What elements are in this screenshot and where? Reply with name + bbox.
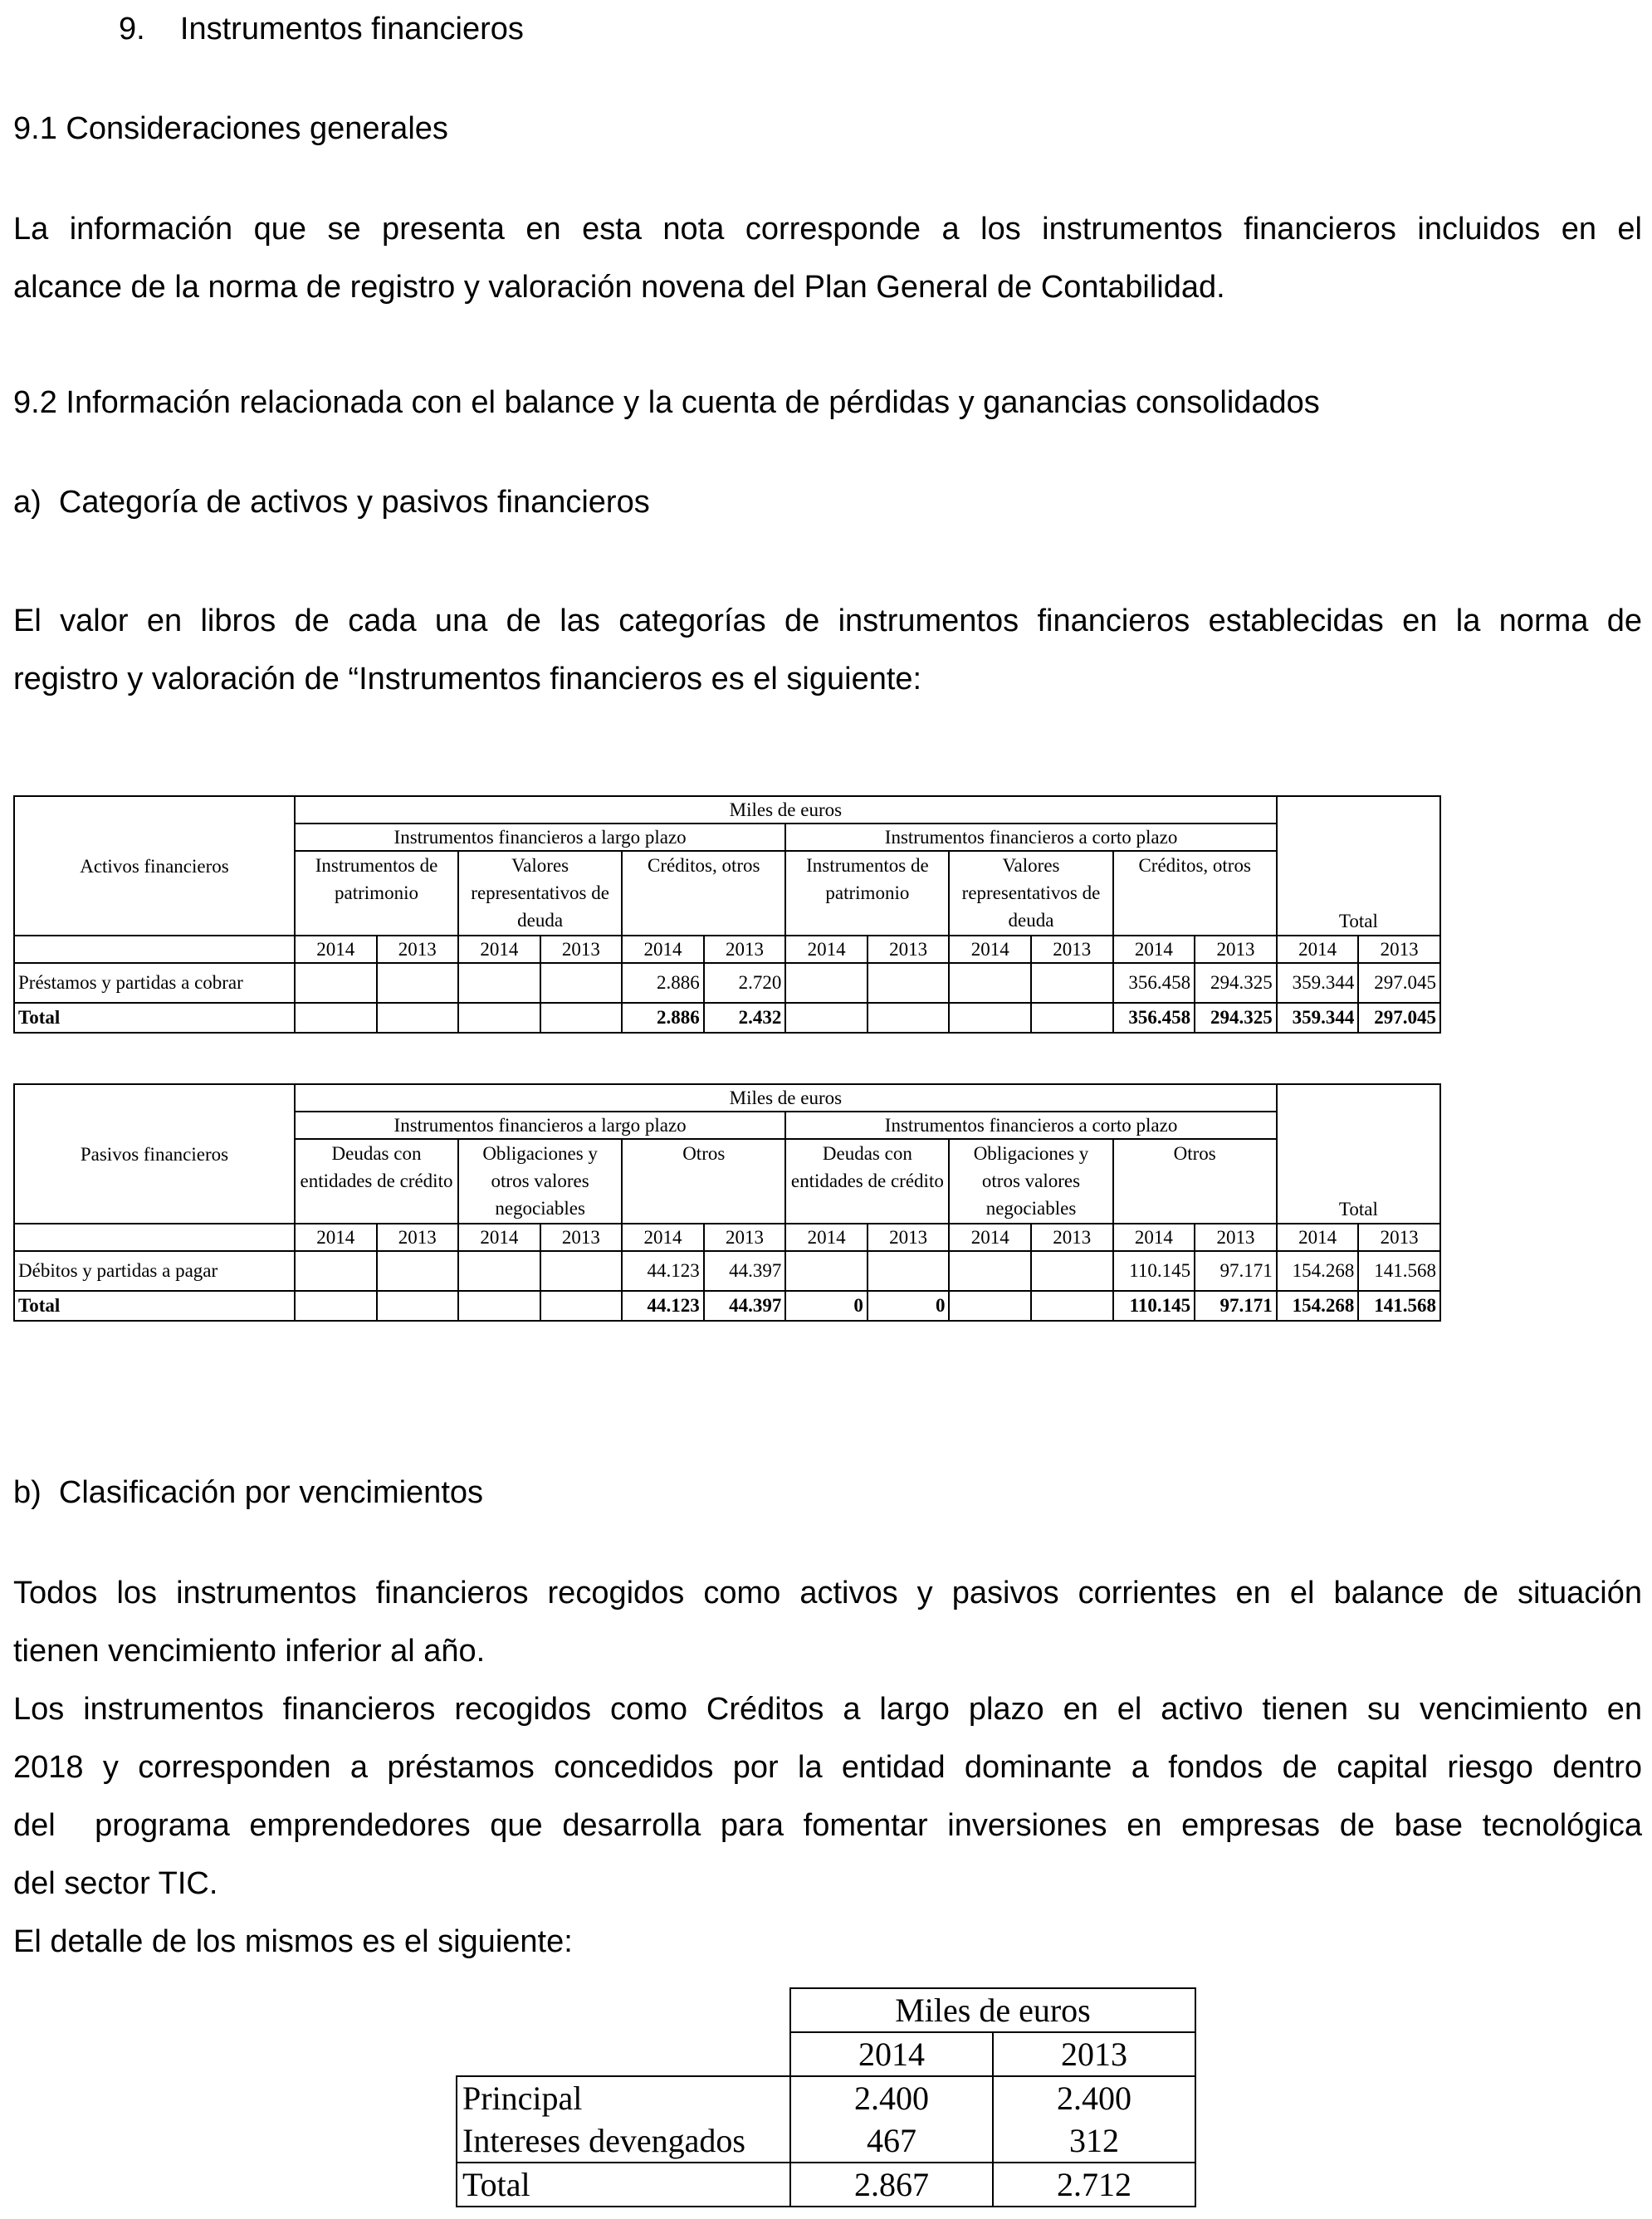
- table-cell: 141.568: [1358, 1291, 1440, 1321]
- table-cell: [949, 1251, 1031, 1291]
- table-cell: 2.712: [993, 2163, 1195, 2207]
- unit-header: Miles de euros: [295, 1084, 1277, 1112]
- long-term-header: Instrumentos financieros a largo plazo: [295, 1112, 785, 1139]
- paragraph-line: tienen vencimiento inferior al año.: [13, 1634, 486, 1669]
- table-cell: [949, 1291, 1031, 1321]
- year-header: 2013: [377, 936, 459, 963]
- year-header: 2013: [868, 936, 950, 963]
- year-header: 2013: [377, 1224, 459, 1251]
- row-label: Débitos y partidas a pagar: [14, 1251, 295, 1291]
- unit-header: Miles de euros: [295, 796, 1277, 824]
- year-header: 2014: [295, 1224, 377, 1251]
- table-row-total: [457, 2163, 1195, 2207]
- table-cell: [458, 1003, 540, 1033]
- table-cell: [785, 963, 868, 1003]
- year-header: 2014: [785, 1224, 868, 1251]
- table-row-total: [14, 1003, 1440, 1033]
- subsection-9-2-title: 9.2 Información relacionada con el balance y la cuenta de pérdidas y ganancias consolidados: [13, 385, 1320, 420]
- table-cell: [377, 1251, 459, 1291]
- table-cell: [458, 1291, 540, 1321]
- table-cell: 44.123: [622, 1251, 704, 1291]
- year-header: 2014: [949, 936, 1031, 963]
- year-header: 2014: [1113, 936, 1195, 963]
- year-header: 2014: [949, 1224, 1031, 1251]
- header-row-unit: [14, 1084, 1440, 1112]
- table-cell: [458, 963, 540, 1003]
- paragraph-line: del sector TIC.: [13, 1866, 218, 1901]
- loan-detail-table: [456, 1987, 1196, 2207]
- col-header-valores-lp: Valores representativos de deuda: [458, 851, 622, 936]
- table-cell: [295, 1251, 377, 1291]
- section-title: 9. Instrumentos financieros: [119, 12, 524, 46]
- table-cell: 154.268: [1277, 1251, 1359, 1291]
- col-header-obligaciones-cp: Obligaciones y otros valores negociables: [949, 1139, 1112, 1224]
- table-cell: 356.458: [1113, 963, 1195, 1003]
- table-cell: 2.867: [790, 2163, 993, 2207]
- row-label: Total: [14, 1291, 295, 1321]
- total-header: Total: [1277, 796, 1440, 936]
- header-row-years: [14, 936, 1440, 963]
- col-header-otros-cp: Otros: [1113, 1139, 1277, 1224]
- table-cell: 297.045: [1358, 1003, 1440, 1033]
- row-label: Principal: [457, 2076, 790, 2119]
- table-cell: 312: [993, 2119, 1195, 2163]
- year-header: 2013: [1031, 1224, 1113, 1251]
- table-cell: 294.325: [1195, 963, 1277, 1003]
- table-cell: 110.145: [1113, 1291, 1195, 1321]
- table-cell: [868, 1251, 950, 1291]
- table-cell: [868, 1003, 950, 1033]
- year-header: 2014: [1113, 1224, 1195, 1251]
- table-cell: 359.344: [1277, 963, 1359, 1003]
- row-label: Préstamos y partidas a cobrar: [14, 963, 295, 1003]
- financial-assets-table: [13, 795, 1441, 1034]
- table-cell: 356.458: [1113, 1003, 1195, 1033]
- table-cell: 294.325: [1195, 1003, 1277, 1033]
- paragraph-line: del programa emprendedores que desarrolla para fomentar inversiones en empresas de base tecnológica: [13, 1808, 1642, 1843]
- year-header: 2013: [993, 2032, 1195, 2076]
- table-cell: 154.268: [1277, 1291, 1359, 1321]
- paragraph-line: La información que se presenta en esta nota corresponde a los instrumentos financieros incluidos en el: [13, 212, 1642, 247]
- col-header-patrimonio-lp: Instrumentos de patrimonio: [295, 851, 458, 936]
- col-header-deudas-lp: Deudas con entidades de crédito: [295, 1139, 458, 1224]
- table-row: [14, 1251, 1440, 1291]
- paragraph-general-considerations: [13, 200, 1642, 316]
- table-cell: 2.400: [790, 2076, 993, 2119]
- header-row-unit: [14, 796, 1440, 824]
- table-cell: [295, 1003, 377, 1033]
- row-label: Total: [14, 1003, 295, 1033]
- table-cell: 44.397: [704, 1251, 786, 1291]
- row-header-cell: Pasivos financieros: [14, 1084, 295, 1224]
- col-header-deudas-cp: Deudas con entidades de crédito: [785, 1139, 949, 1224]
- table-cell: 297.045: [1358, 963, 1440, 1003]
- row-header-spacer: [14, 1224, 295, 1251]
- table-row: [457, 2076, 1195, 2119]
- paragraph-maturities: [13, 1564, 1642, 1971]
- heading-a-categories: a) Categoría de activos y pasivos financieros: [13, 485, 650, 520]
- table-cell: [458, 1251, 540, 1291]
- year-header: 2014: [622, 1224, 704, 1251]
- year-header: 2013: [868, 1224, 950, 1251]
- year-header: 2013: [704, 1224, 786, 1251]
- col-header-creditos-cp: Créditos, otros: [1113, 851, 1277, 936]
- row-label: Intereses devengados: [457, 2119, 790, 2163]
- subsection-9-1-title: 9.1 Consideraciones generales: [13, 111, 448, 146]
- table-cell: 44.397: [704, 1291, 786, 1321]
- table-cell: 0: [868, 1291, 950, 1321]
- year-header: 2014: [458, 1224, 540, 1251]
- header-row-years: [14, 1224, 1440, 1251]
- total-header: Total: [1277, 1084, 1440, 1224]
- table-cell: 359.344: [1277, 1003, 1359, 1033]
- year-header: 2014: [1277, 936, 1359, 963]
- year-header: 2014: [458, 936, 540, 963]
- table-cell: [1031, 963, 1113, 1003]
- table-cell: [295, 1291, 377, 1321]
- row-header-cell: Activos financieros: [14, 796, 295, 936]
- table-cell: 141.568: [1358, 1251, 1440, 1291]
- paragraph-book-value: [13, 592, 1642, 708]
- table-cell: [540, 1003, 623, 1033]
- col-header-creditos-lp: Créditos, otros: [622, 851, 785, 936]
- table-cell: 0: [785, 1291, 868, 1321]
- year-header: 2014: [785, 936, 868, 963]
- table-cell: 97.171: [1195, 1291, 1277, 1321]
- table-cell: [868, 963, 950, 1003]
- table-cell: 2.432: [704, 1003, 786, 1033]
- table-cell: 2.720: [704, 963, 786, 1003]
- financial-liabilities-table: [13, 1083, 1441, 1322]
- table-cell: [540, 1291, 623, 1321]
- table-cell: [540, 963, 623, 1003]
- col-header-patrimonio-cp: Instrumentos de patrimonio: [785, 851, 949, 936]
- table-cell: [540, 1251, 623, 1291]
- paragraph-line: Los instrumentos financieros recogidos como Créditos a largo plazo en el activo tienen su vencimiento en: [13, 1692, 1642, 1727]
- long-term-header: Instrumentos financieros a largo plazo: [295, 824, 785, 851]
- paragraph-line: El valor en libros de cada una de las categorías de instrumentos financieros establecidas en la norma de: [13, 604, 1642, 638]
- paragraph-line: El detalle de los mismos es el siguiente:: [13, 1924, 573, 1959]
- table-cell: 467: [790, 2119, 993, 2163]
- table-cell: [377, 1003, 459, 1033]
- year-header: 2013: [540, 936, 623, 963]
- year-header: 2013: [540, 1224, 623, 1251]
- short-term-header: Instrumentos financieros a corto plazo: [785, 824, 1276, 851]
- col-header-otros-lp: Otros: [622, 1139, 785, 1224]
- unit-header: Miles de euros: [790, 1988, 1195, 2032]
- header-row-years: [457, 2032, 1195, 2076]
- table-cell: 2.886: [622, 963, 704, 1003]
- table-cell: [295, 963, 377, 1003]
- empty-corner: [457, 2032, 790, 2076]
- table-cell: [1031, 1003, 1113, 1033]
- heading-b-maturities: b) Clasificación por vencimientos: [13, 1475, 484, 1510]
- short-term-header: Instrumentos financieros a corto plazo: [785, 1112, 1276, 1139]
- table-cell: [1031, 1291, 1113, 1321]
- table-cell: 2.886: [622, 1003, 704, 1033]
- header-row-unit: [457, 1988, 1195, 2032]
- table-row-total: [14, 1291, 1440, 1321]
- year-header: 2013: [1358, 1224, 1440, 1251]
- table-cell: 44.123: [622, 1291, 704, 1321]
- table-cell: [1031, 1251, 1113, 1291]
- year-header: 2013: [704, 936, 786, 963]
- col-header-obligaciones-lp: Obligaciones y otros valores negociables: [458, 1139, 622, 1224]
- year-header: 2014: [790, 2032, 993, 2076]
- empty-corner: [457, 1988, 790, 2032]
- year-header: 2013: [1358, 936, 1440, 963]
- col-header-valores-cp: Valores representativos de deuda: [949, 851, 1112, 936]
- paragraph-line: registro y valoración de “Instrumentos financieros es el siguiente:: [13, 662, 922, 696]
- year-header: 2014: [1277, 1224, 1359, 1251]
- table-cell: [785, 1003, 868, 1033]
- table-cell: [785, 1251, 868, 1291]
- year-header: 2014: [295, 936, 377, 963]
- table-cell: 2.400: [993, 2076, 1195, 2119]
- year-header: 2014: [622, 936, 704, 963]
- paragraph-line: 2018 y corresponden a préstamos concedidos por la entidad dominante a fondos de capital riesgo dentro: [13, 1750, 1642, 1785]
- table-cell: [949, 963, 1031, 1003]
- row-label: Total: [457, 2163, 790, 2207]
- paragraph-line: Todos los instrumentos financieros recogidos como activos y pasivos corrientes en el balance de situación: [13, 1576, 1642, 1610]
- table-cell: 110.145: [1113, 1251, 1195, 1291]
- paragraph-line: alcance de la norma de registro y valoración novena del Plan General de Contabilidad.: [13, 270, 1225, 305]
- year-header: 2013: [1195, 936, 1277, 963]
- year-header: 2013: [1195, 1224, 1277, 1251]
- table-row: [14, 963, 1440, 1003]
- table-cell: 97.171: [1195, 1251, 1277, 1291]
- year-header: 2013: [1031, 936, 1113, 963]
- table-cell: [377, 963, 459, 1003]
- table-cell: [377, 1291, 459, 1321]
- table-cell: [949, 1003, 1031, 1033]
- table-row: [457, 2119, 1195, 2163]
- row-header-spacer: [14, 936, 295, 963]
